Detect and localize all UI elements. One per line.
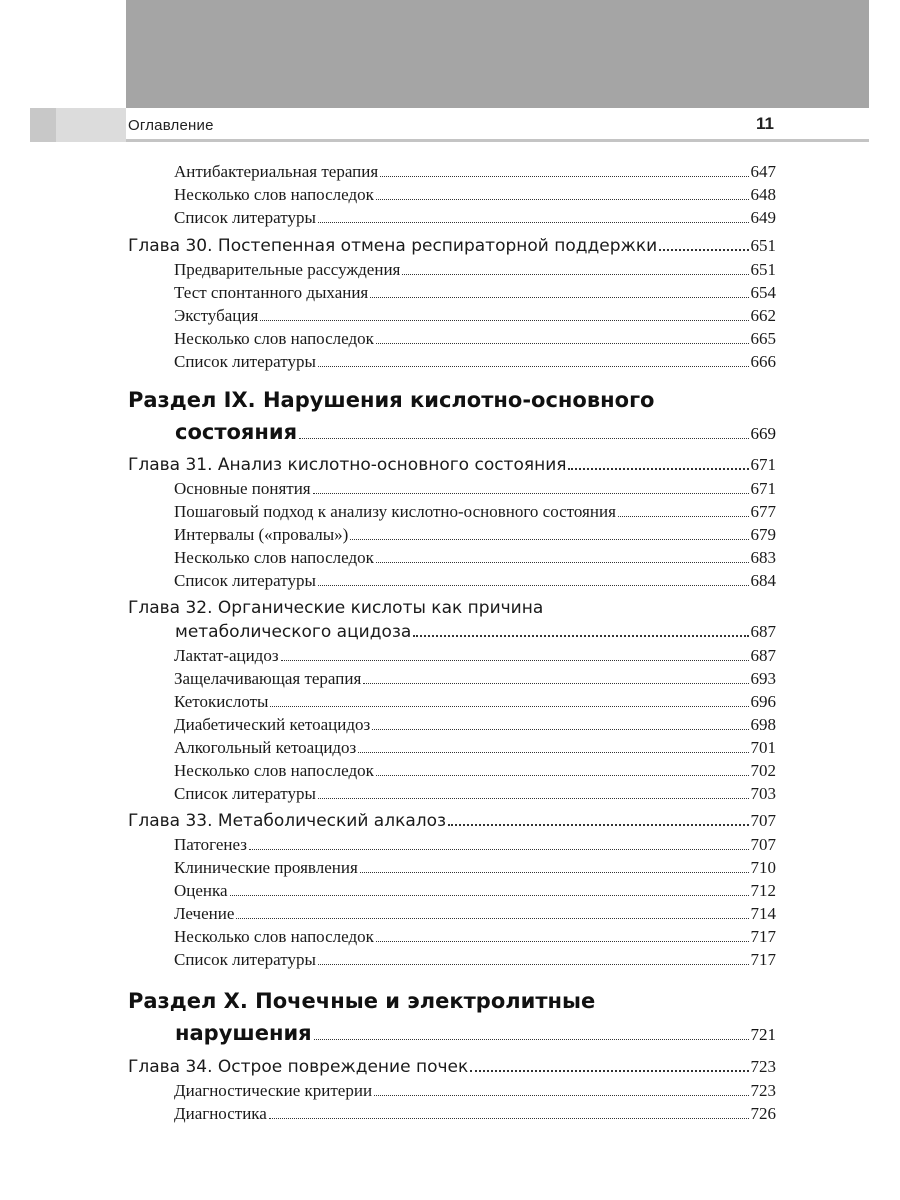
toc-chapter-entry[interactable] <box>128 236 776 260</box>
toc-section-entry[interactable] <box>128 761 776 784</box>
toc-entry-title: Тест спонтанного дыхания <box>174 283 369 302</box>
toc-chapter-entry[interactable] <box>128 1057 776 1081</box>
toc-entry-title: Диабетический кетоацидоз <box>174 715 371 734</box>
toc-entry-page: 717 <box>750 950 776 969</box>
toc-part-title-line1[interactable]: Раздел IX. Нарушения кислотно-основного <box>128 388 655 412</box>
toc-section-entry[interactable] <box>128 329 776 352</box>
toc-section-entry[interactable] <box>128 1104 776 1127</box>
toc-entry-page: 693 <box>750 669 776 688</box>
running-header-title: Оглавление <box>128 117 214 134</box>
toc-section-entry[interactable] <box>128 283 776 306</box>
toc-entry-title: Глава 33. Метаболический алкалоз <box>128 811 447 831</box>
dot-leader <box>260 320 748 321</box>
toc-entry-page: 651 <box>750 236 776 255</box>
toc-section-entry[interactable] <box>128 881 776 904</box>
dot-leader <box>402 274 748 275</box>
toc-section-entry[interactable] <box>128 835 776 858</box>
toc-entry-title: Кетокислоты <box>174 692 269 711</box>
dot-leader <box>374 1095 748 1096</box>
toc-part-title-line1[interactable]: Раздел X. Почечные и электролитные <box>128 989 596 1013</box>
dot-leader <box>249 849 749 850</box>
toc-entry-page: 651 <box>750 260 776 279</box>
toc-entry-page: 649 <box>750 208 776 227</box>
toc-section-entry[interactable] <box>128 208 776 231</box>
toc-entry-title: Диагностические критерии <box>174 1081 373 1100</box>
dot-leader <box>230 895 749 896</box>
toc-entry-title: Патогенез <box>174 835 247 854</box>
toc-section-entry[interactable] <box>128 306 776 329</box>
toc-entry-title: Алкогольный кетоацидоз <box>174 738 357 757</box>
dot-leader <box>370 297 748 298</box>
toc-entry-page: 707 <box>750 811 776 830</box>
toc-entry-page: 687 <box>750 646 776 665</box>
toc-entry-title: Пошаговый подход к анализу кислотно-основного состояния <box>174 502 616 521</box>
page-number: 11 <box>756 114 774 133</box>
dot-leader <box>270 706 748 707</box>
toc-entry-title: Список литературы <box>174 208 316 227</box>
toc-section-entry[interactable] <box>128 185 776 208</box>
toc-entry-page: 671 <box>750 479 776 498</box>
toc-section-entry[interactable] <box>128 352 776 375</box>
toc-entry-title: Глава 30. Постепенная отмена респираторной поддержки <box>128 236 658 256</box>
dot-leader <box>448 824 748 826</box>
dot-leader <box>376 941 749 942</box>
toc-entry-title: метаболического ацидоза <box>175 622 412 642</box>
toc-entry-page: 701 <box>750 738 776 757</box>
dot-leader <box>413 635 748 637</box>
toc-entry-title: Интервалы («провалы») <box>174 525 349 544</box>
dot-leader <box>470 1070 748 1072</box>
toc-entry-page: 696 <box>750 692 776 711</box>
toc-entry-title: Несколько слов напоследок <box>174 927 374 946</box>
toc-entry-page: 721 <box>750 1025 776 1044</box>
toc-chapter-entry[interactable] <box>128 622 776 646</box>
toc-entry-title: Предварительные рассуждения <box>174 260 401 279</box>
toc-section-entry[interactable] <box>128 904 776 927</box>
toc-entry-title: Глава 34. Острое повреждение почек <box>128 1057 469 1077</box>
dot-leader <box>281 660 749 661</box>
toc-entry-title: Несколько слов напоследок <box>174 329 374 348</box>
dot-leader <box>363 683 748 684</box>
toc-entry-title: Оценка <box>174 881 228 900</box>
toc-section-entry[interactable] <box>128 669 776 692</box>
toc-entry-page: 666 <box>750 352 776 371</box>
toc-entry-page: 647 <box>750 162 776 181</box>
toc-section-entry[interactable] <box>128 548 776 571</box>
toc-entry-page: 712 <box>750 881 776 900</box>
toc-part-entry[interactable] <box>128 420 776 452</box>
toc-entry-page: 717 <box>750 927 776 946</box>
toc-entry-page: 698 <box>750 715 776 734</box>
dot-leader <box>313 493 749 494</box>
toc-entry-title: состояния <box>175 420 298 444</box>
toc-entry-page: 723 <box>750 1057 776 1076</box>
toc-section-entry[interactable] <box>128 162 776 185</box>
toc-entry-title: Глава 31. Анализ кислотно-основного состояния <box>128 455 567 475</box>
toc-entry-page: 683 <box>750 548 776 567</box>
toc-entry-title: Диагностика <box>174 1104 267 1123</box>
toc-entry-title: Список литературы <box>174 784 316 803</box>
toc-entry-page: 669 <box>750 424 776 443</box>
toc-entry-title: Несколько слов напоследок <box>174 548 374 567</box>
toc-section-entry[interactable] <box>128 260 776 283</box>
dot-leader <box>376 343 749 344</box>
toc-entry-page: 684 <box>750 571 776 590</box>
dot-leader <box>350 539 748 540</box>
toc-entry-page: 723 <box>750 1081 776 1100</box>
dot-leader <box>318 222 749 223</box>
dot-leader <box>314 1039 749 1040</box>
toc-section-entry[interactable] <box>128 1081 776 1104</box>
dot-leader <box>318 585 749 586</box>
dot-leader <box>659 249 748 251</box>
dot-leader <box>376 775 749 776</box>
dot-leader <box>318 964 749 965</box>
toc-section-entry[interactable] <box>128 858 776 881</box>
dot-leader <box>236 918 748 919</box>
toc-section-entry[interactable] <box>128 950 776 973</box>
header-rule <box>126 139 869 142</box>
dot-leader <box>376 562 749 563</box>
toc-entry-title: Несколько слов напоследок <box>174 761 374 780</box>
toc-entry-page: 710 <box>750 858 776 877</box>
toc-entry-page: 677 <box>750 502 776 521</box>
dot-leader <box>372 729 748 730</box>
dot-leader <box>568 468 748 470</box>
dot-leader <box>618 516 749 517</box>
toc-entry-page: 679 <box>750 525 776 544</box>
toc-entry-title: Список литературы <box>174 352 316 371</box>
toc-section-entry[interactable] <box>128 646 776 669</box>
toc-entry-page: 714 <box>750 904 776 923</box>
toc-chapter-entry[interactable] <box>128 455 776 479</box>
dot-leader <box>360 872 749 873</box>
toc-entry-page: 703 <box>750 784 776 803</box>
toc-entry-title: Экстубация <box>174 306 259 325</box>
toc-section-entry[interactable] <box>128 784 776 807</box>
header-gray-band <box>126 0 869 108</box>
toc-entry-page: 707 <box>750 835 776 854</box>
toc-entry-title: Список литературы <box>174 950 316 969</box>
dot-leader <box>358 752 748 753</box>
dot-leader <box>318 366 749 367</box>
toc-section-entry[interactable] <box>128 502 776 525</box>
toc-entry-title: Антибактериальная терапия <box>174 162 379 181</box>
toc-entry-title: Лечение <box>174 904 235 923</box>
toc-section-entry[interactable] <box>128 738 776 761</box>
dot-leader <box>318 798 749 799</box>
toc-section-entry[interactable] <box>128 927 776 950</box>
toc-entry-page: 665 <box>750 329 776 348</box>
toc-entry-title: Лактат-ацидоз <box>174 646 279 665</box>
dot-leader <box>269 1118 749 1119</box>
toc-chapter-entry[interactable] <box>128 811 776 835</box>
toc-entry-page: 654 <box>750 283 776 302</box>
toc-section-entry[interactable] <box>128 525 776 548</box>
dot-leader <box>299 438 748 439</box>
dot-leader <box>380 176 748 177</box>
dot-leader <box>376 199 749 200</box>
header-bar-lead <box>30 108 56 142</box>
toc-entry-page: 671 <box>750 455 776 474</box>
table-of-contents <box>128 162 776 1127</box>
toc-entry-title: нарушения <box>175 1021 312 1045</box>
toc-entry-page: 726 <box>750 1104 776 1123</box>
toc-section-entry[interactable] <box>128 479 776 502</box>
toc-entry-title: Защелачивающая терапия <box>174 669 362 688</box>
toc-entry-page: 702 <box>750 761 776 780</box>
toc-section-entry[interactable] <box>128 571 776 594</box>
toc-chapter-title-line1[interactable]: Глава 32. Органические кислоты как причина <box>128 598 544 618</box>
toc-entry-page: 648 <box>750 185 776 204</box>
toc-section-entry[interactable] <box>128 715 776 738</box>
toc-entry-title: Список литературы <box>174 571 316 590</box>
toc-entry-page: 662 <box>750 306 776 325</box>
toc-entry-title: Клинические проявления <box>174 858 358 877</box>
toc-section-entry[interactable] <box>128 692 776 715</box>
toc-entry-page: 687 <box>750 622 776 641</box>
toc-entry-title: Несколько слов напоследок <box>174 185 374 204</box>
toc-part-entry[interactable] <box>128 1021 776 1053</box>
toc-entry-title: Основные понятия <box>174 479 311 498</box>
